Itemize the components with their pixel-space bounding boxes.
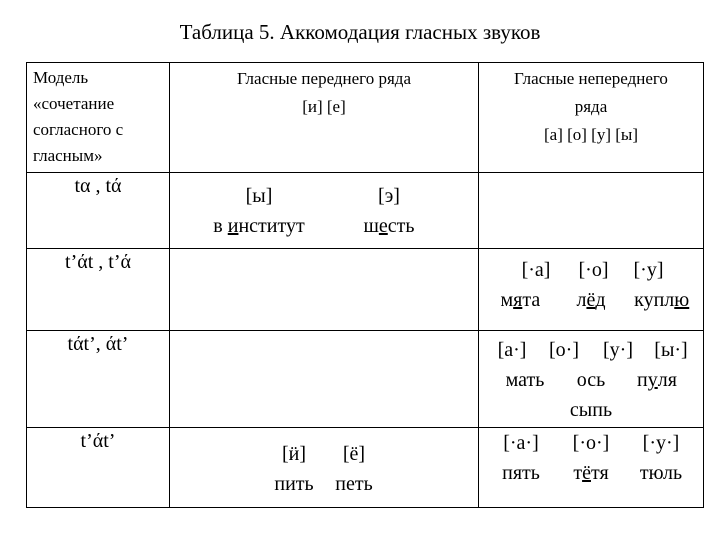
sound-label: [·а·] [503,432,539,454]
underlined-letter: ё [582,462,591,484]
header-front-line: [и] [е] [302,97,346,116]
sound-label: [·у·] [642,432,680,454]
header-model-cell [27,63,170,173]
header-front-cell [170,63,479,173]
row-front-cell-empty [170,331,479,428]
example-word: петь [335,473,373,495]
sound-label: [·а] [521,259,551,281]
row-nonfront-cell [479,331,704,428]
row-front-cell [170,428,479,508]
sound-label: [·о] [578,259,609,281]
header-nonfront-line: [а] [о] [у] [ы] [543,125,638,144]
sound-label: [ы] [245,185,273,207]
underlined-letter: я [513,289,523,311]
table-title: Таблица 5. Аккомодация гласных звуков [179,20,541,44]
example-word: пить [274,473,314,495]
sound-label: [о·] [549,339,579,361]
header-model-line: согласного с [33,120,124,139]
table-row [27,331,704,428]
sound-label: [у·] [603,339,633,361]
underlined-letter: у [647,369,658,391]
example-word: тётя [556,458,626,488]
header-model-line: гласным» [33,146,103,165]
row-nonfront-cell-empty [479,173,704,249]
example-word: в институт [194,211,324,241]
underlined-letter: и [227,215,239,237]
row-front-cell-empty [170,249,479,331]
sound-label: [ё] [342,443,366,465]
header-nonfront-line: Гласные непереднего [514,69,668,88]
sound-label: [·о·] [572,432,610,454]
header-front-line: Гласные переднего ряда [236,69,411,88]
table-row [27,249,704,331]
vowel-accommodation-table [26,62,704,508]
example-word: сыпь [569,399,613,421]
row-nonfront-cell [479,249,704,331]
example-word: мать [505,369,545,391]
example-word: лёд [556,285,627,315]
header-row [27,63,704,173]
example-word: куплю [626,285,697,315]
example-word: тюль [639,462,683,484]
row-model-cell: tάt’, άt’ [27,331,170,428]
example-word: шесть [324,211,454,241]
example-word: пять [502,462,540,484]
example-word: мята [485,285,556,315]
table-row [27,428,704,508]
row-front-cell [170,173,479,249]
example-word: ось [576,369,606,391]
header-nonfront-line: ряда [574,97,608,116]
underlined-letter: е [378,215,388,237]
row-nonfront-cell [479,428,704,508]
table-row [27,173,704,249]
example-word: пуля [622,365,692,395]
row-model-cell: tα , tά [27,173,170,249]
sound-label: [ы·] [654,339,688,361]
row-model-cell: t’άt’ [27,428,170,508]
row-model-cell: t’άt , t’ά [27,249,170,331]
header-model-line: «сочетание [33,94,115,113]
sound-label: [а·] [497,339,527,361]
sound-label: [·у] [633,259,664,281]
header-model-line: Модель [33,68,89,87]
underlined-letter: ю [674,289,690,311]
underlined-letter: ё [586,289,596,311]
header-nonfront-cell [479,63,704,173]
sound-label: [э] [378,185,400,207]
sound-label: [ӥ] [281,443,307,465]
